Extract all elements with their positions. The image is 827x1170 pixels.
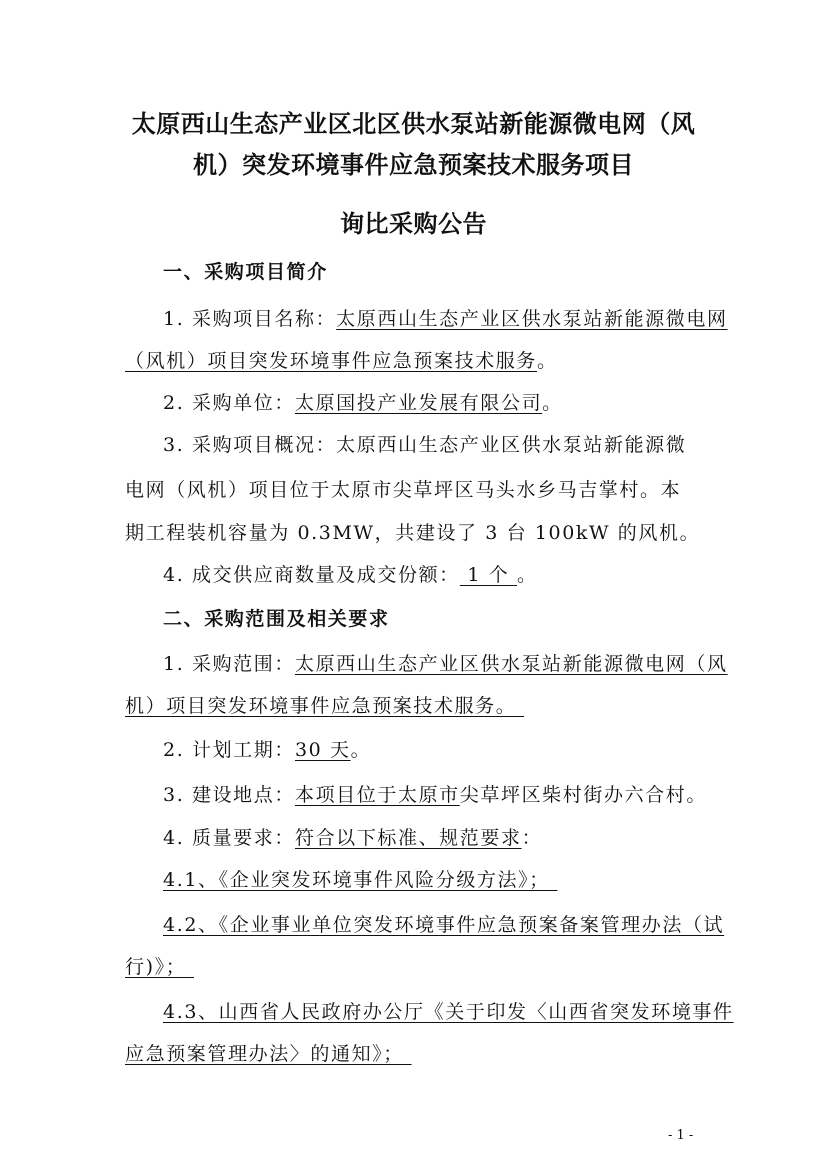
scope: 太原西山生态产业区供水泵站新能源微电网（风 — [294, 653, 728, 675]
document-title-line2: 机）突发环境事件应急预案技术服务项目 — [193, 150, 634, 179]
punct: 。 — [537, 350, 558, 372]
label: 2. 采购单位： — [163, 392, 295, 414]
s2-item4 — [163, 826, 542, 850]
s1-item3-line2: 电网（风机）项目位于太原市尖草坪区马头水乡马吉掌村。本 — [125, 479, 682, 501]
standard-4-3-line2: 应急预案管理办法〉的通知》； — [125, 1043, 412, 1065]
s2-item2 — [163, 738, 371, 762]
standard-4-2-line2: 行)》； — [125, 956, 194, 978]
quality: 符合以下标准、规范要求 — [294, 827, 522, 849]
s1-item3-line1: 3. 采购项目概况：太原西山生态产业区供水泵站新能源微 — [163, 434, 687, 456]
project-name-cont: （风机）项目突发环境事件应急预案技术服务 — [125, 350, 538, 372]
label: 3. 建设地点： — [163, 784, 295, 806]
s2-item1-line2 — [125, 694, 524, 718]
duration: 30 天 — [294, 739, 351, 761]
page-number: - 1 - — [668, 1128, 694, 1143]
s2-item3 — [163, 783, 707, 807]
purchaser: 太原国投产业发展有限公司 — [294, 392, 543, 414]
label: 4. 质量要求： — [163, 827, 295, 849]
label: 4. 成交供应商数量及成交份额： — [163, 564, 460, 586]
s1-item1-line1 — [163, 307, 728, 331]
scope-cont: 机）项目突发环境事件应急预案技术服务。 — [125, 695, 525, 717]
supplier-count: 1 个 — [459, 564, 517, 586]
label: 1. 采购项目名称： — [163, 308, 337, 330]
location: 本项目位于太原市 — [294, 784, 460, 806]
standard-4-1: 4.1、《企业突发环境事件风险分级方法》； — [163, 869, 558, 891]
standard-4-2-line1: 4.2、《企业事业单位突发环境事件应急预案备案管理办法（试 — [163, 914, 725, 936]
section1-heading: 一、采购项目简介 — [163, 261, 328, 283]
section2-heading: 二、采购范围及相关要求 — [163, 608, 390, 630]
s1-item2 — [163, 391, 563, 415]
punct: 。 — [517, 564, 538, 586]
punct: ： — [521, 827, 543, 849]
document-title-line1: 太原西山生态产业区北区供水泵站新能源微电网（风 — [131, 109, 696, 138]
s1-item1-line2 — [125, 349, 558, 373]
punct: 。 — [542, 392, 563, 414]
project-name: 太原西山生态产业区供水泵站新能源微电网 — [336, 308, 728, 330]
s1-item4 — [163, 563, 538, 587]
s2-item1-line1 — [163, 652, 728, 676]
label: 1. 采购范围： — [163, 653, 295, 675]
punct: 。 — [350, 739, 372, 761]
label: 2. 计划工期： — [163, 739, 295, 761]
document-subtitle: 询比采购公告 — [340, 209, 487, 238]
s1-item3-line3: 期工程装机容量为 0.3MW，共建设了 3 台 100kW 的风机。 — [125, 522, 701, 544]
location-tail: 尖草坪区柴村街办六合村。 — [459, 784, 707, 806]
standard-4-3-line1: 4.3、山西省人民政府办公厅《关于印发〈山西省突发环境事件 — [163, 1001, 734, 1023]
